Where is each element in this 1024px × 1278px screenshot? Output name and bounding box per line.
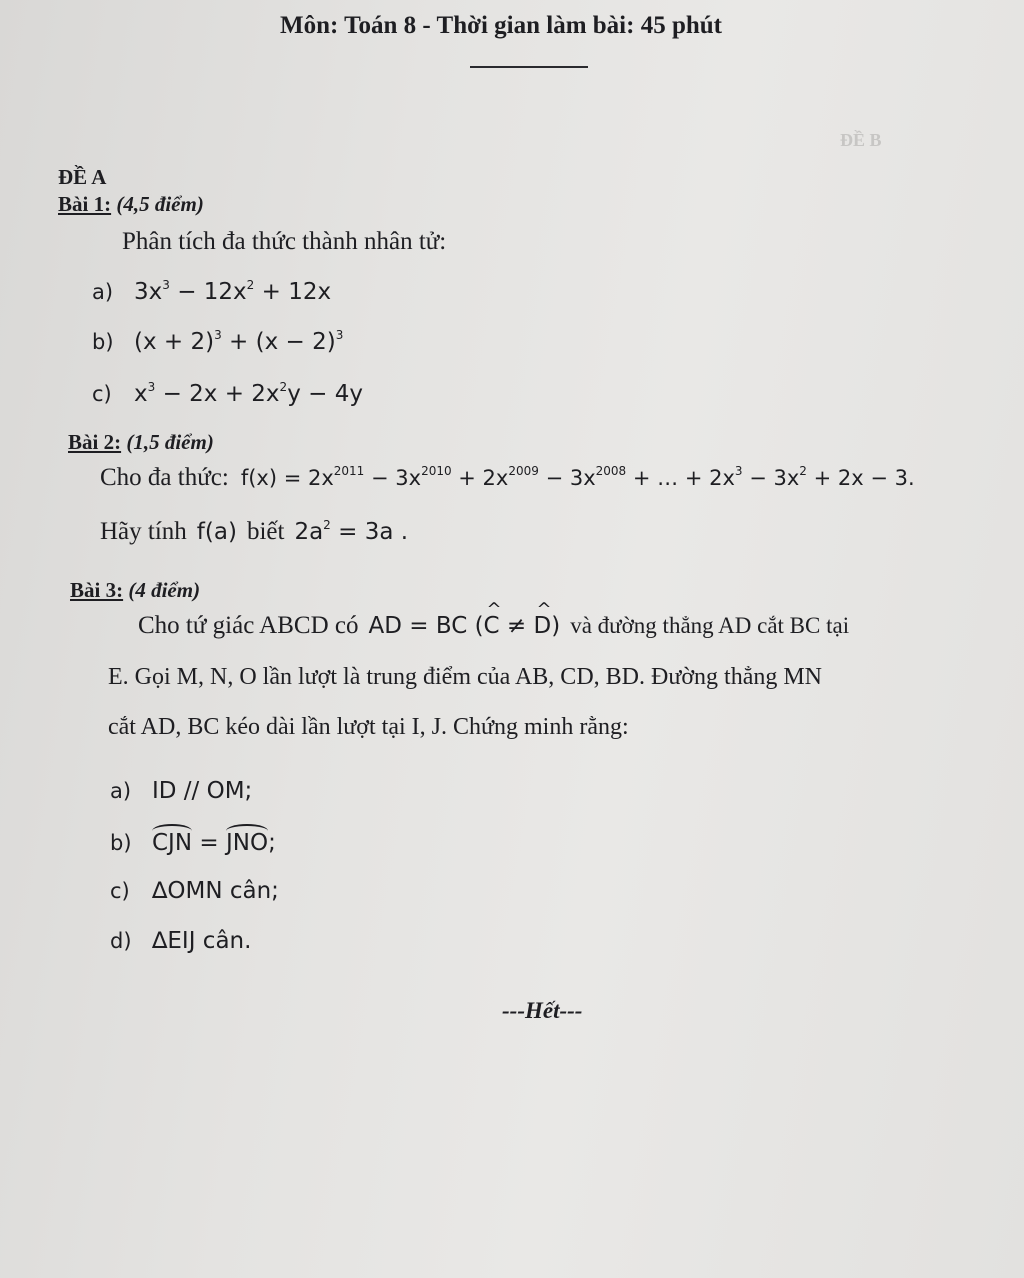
bai1-item-a — [92, 278, 331, 305]
exam-code: ĐỀ A — [58, 165, 107, 189]
bai2-heading — [68, 430, 214, 455]
item-text: ID // OM; — [152, 778, 253, 804]
bai2-intro: Cho đa thức: — [100, 464, 229, 491]
bai3-line1-start: Cho tứ giác ABCD có — [138, 612, 359, 639]
formula-c: $x^3 - 2x + 2x^2y - 4y$ — [134, 380, 363, 407]
item-label: a) — [110, 779, 132, 803]
bai2-given: biết — [246, 518, 285, 545]
formula-a: $3x^3 - 12x^2 + 12x$ — [134, 278, 332, 305]
condition: $2a^2 = 3a$ . — [294, 518, 409, 545]
bai3-line1 — [138, 612, 849, 640]
bai1-item-b — [92, 328, 343, 355]
condition-ad-bc: AD = BC (^ C ≠ ^ D) — [368, 613, 560, 639]
page-title: Môn: Toán 8 - Thời gian làm bài: 45 phút — [280, 12, 722, 39]
bleed-through-text: ĐỀ B — [840, 130, 882, 150]
item-label: c) — [110, 879, 130, 903]
item-text: ∆OMN cân; — [152, 878, 279, 904]
item-label: c) — [92, 382, 112, 406]
bai2-fa: f(a) — [196, 519, 237, 545]
bai2-points: (1,5 điểm) — [126, 430, 214, 454]
bai1-label: Bài 1: — [58, 192, 112, 216]
bai2-ask: Hãy tính — [100, 518, 187, 545]
bai3-line1-end: và đường thẳng AD cắt BC tại — [570, 613, 850, 638]
polynomial-f: $f(x) = 2x^{2011} - 3x^{2010} + 2x^{2009} - 3x^{2008}$ + … + $2x^3 - 3x^2 + 2x - 3$. — [240, 464, 915, 490]
item-text: ; — [268, 830, 276, 856]
bai2-label: Bài 2: — [68, 430, 122, 454]
bai2-ask-line — [100, 518, 408, 546]
bai3-points: (4 điểm) — [128, 578, 201, 602]
bai3-label: Bài 3: — [70, 578, 124, 602]
bai1-item-c — [92, 380, 363, 407]
bai2-polynomial-line — [100, 464, 915, 492]
bai3-item-d — [110, 928, 251, 954]
bai3-heading — [70, 578, 200, 603]
bai3-line3: cắt AD, BC kéo dài lần lượt tại I, J. Chứng minh rằng: — [108, 714, 629, 740]
item-label: a) — [92, 280, 114, 304]
bai1-prompt: Phân tích đa thức thành nhân tử: — [122, 228, 447, 255]
bai3-line2: E. Gọi M, N, O lần lượt là trung điểm của AB, CD, BD. Đường thẳng MN — [108, 664, 823, 690]
item-label: d) — [110, 929, 132, 953]
bai1-heading — [58, 192, 204, 217]
bai3-item-b — [110, 830, 276, 856]
item-label: b) — [110, 831, 132, 855]
item-text: ∆EIJ cân. — [152, 928, 252, 954]
bai3-item-a — [110, 778, 252, 804]
bai3-item-c — [110, 878, 279, 904]
end-marker: ---Hết--- — [502, 998, 583, 1023]
title-underline — [470, 66, 588, 68]
item-label: b) — [92, 330, 114, 354]
formula-b: $(x + 2)^3 + (x - 2)^3$ — [134, 328, 344, 355]
angle-equality: CJN = JNO — [152, 830, 269, 856]
bai1-points: (4,5 điểm) — [116, 192, 204, 216]
